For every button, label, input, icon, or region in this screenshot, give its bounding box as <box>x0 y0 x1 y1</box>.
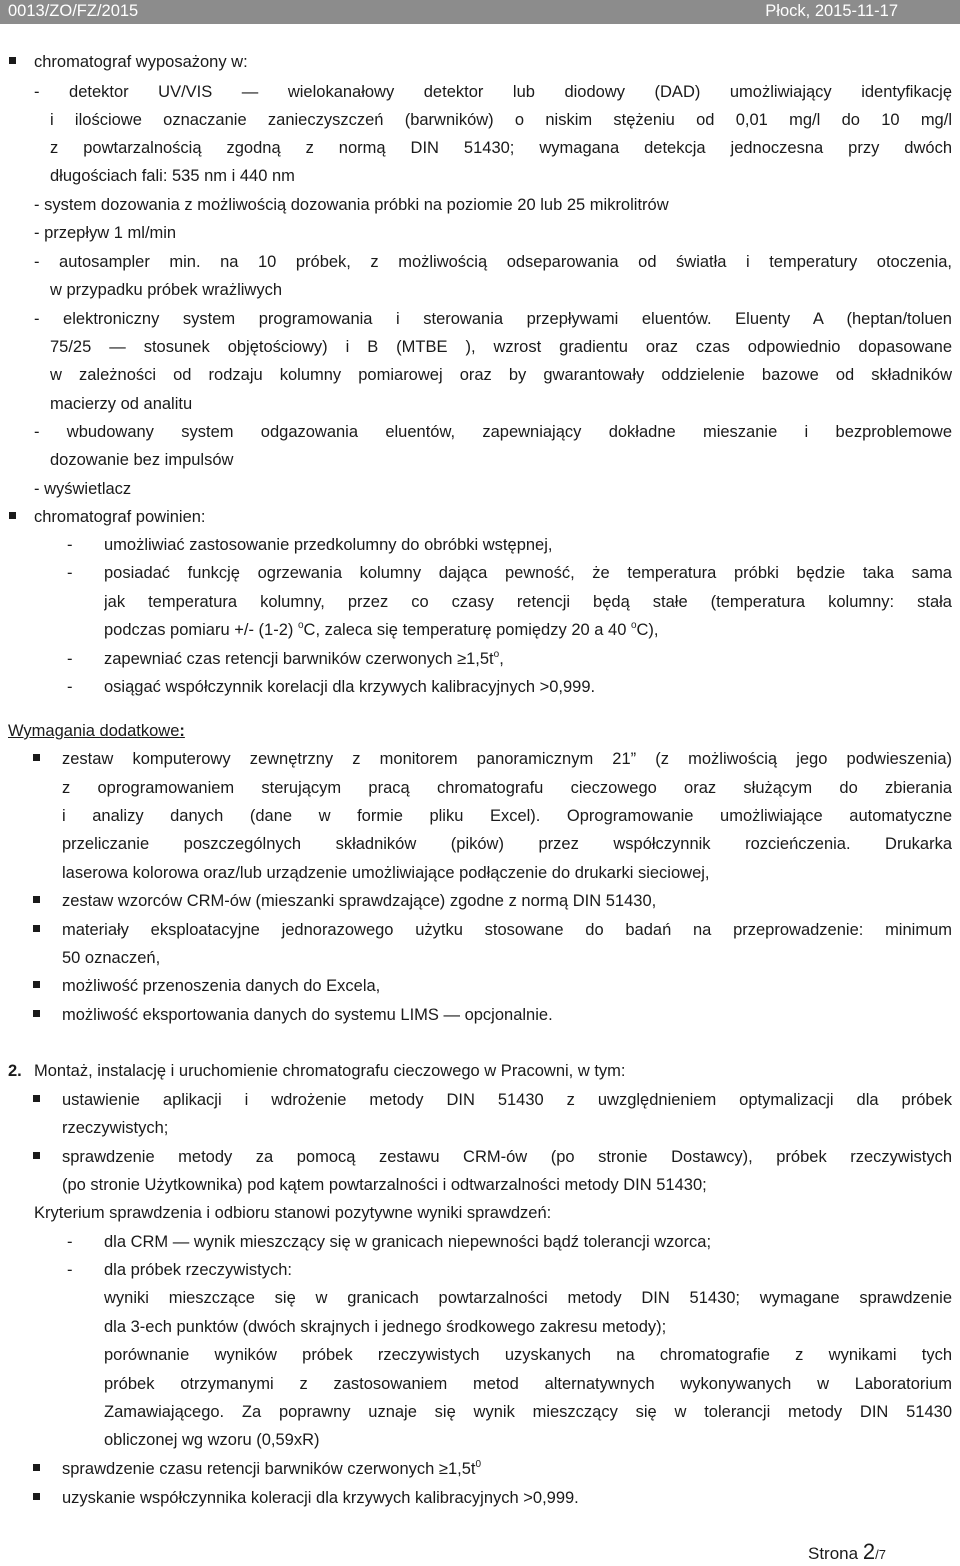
list-item: zestaw wzorców CRM-ów (mieszanki sprawdzające) zgodne z normą DIN 51430, <box>62 892 657 910</box>
superscript: o <box>630 620 637 631</box>
page-label: Strona <box>808 1544 859 1563</box>
text-line: dla 3-ech punktów (dwóch skrajnych i jednego środkowego zakresu metody); <box>104 1318 667 1336</box>
bullet-square-icon <box>9 57 16 64</box>
list-item: - wyświetlacz <box>34 480 132 498</box>
list-item: chromatograf wyposażony w: <box>34 53 248 71</box>
text-line: z powtarzalnością zgodną z normą DIN 51430; wymagana detekcja jednoczesna przy dwóch <box>50 139 952 157</box>
list-item: - przepływ 1 ml/min <box>34 224 177 242</box>
text-line: wyniki mieszczące się w granicach powtarzalności metody DIN 51430; wymagane sprawdzenie <box>104 1289 952 1307</box>
superscript: o <box>297 620 304 631</box>
place-date: Płock, 2015-11-17 <box>765 2 898 20</box>
list-item: - wbudowany system odgazowania eluentów, zapewniający dokładne mieszanie i bezproblemowe <box>34 423 952 441</box>
heading-colon: : <box>179 722 185 740</box>
section-heading <box>8 721 185 741</box>
list-item: posiadać funkcję ogrzewania kolumny dająca pewność, że temperatura próbki będzie taka sama <box>104 564 952 582</box>
superscript: 0 <box>475 1459 482 1470</box>
text-line: Kryterium sprawdzenia i odbioru stanowi pozytywne wyniki sprawdzeń: <box>34 1204 552 1222</box>
text-line: 50 oznaczeń, <box>62 949 161 967</box>
text-span: zapewniać czas retencji barwników czerwonych ≥1,5t <box>104 650 494 668</box>
text-span: C), <box>636 621 659 639</box>
bullet-square-icon <box>33 1010 40 1017</box>
heading-text: Wymagania dodatkowe <box>8 722 180 740</box>
section-number: 2. <box>8 1062 22 1080</box>
text-line: przeliczanie poszczególnych składników (pików) przez współczynnik rozcieńczenia. Drukarka <box>62 835 952 853</box>
text-line: i ilościowe oznaczanie zanieczyszczeń (barwników) o niskim stężeniu od 0,01 mg/l do 10 mg/l <box>50 111 952 129</box>
text-line: obliczonej wg wzoru (0,59xR) <box>104 1431 320 1449</box>
text-line: w zależności od rodzaju kolumny pomiarowej oraz by gwarantowały oddzielenie bazowe od składników <box>50 366 952 384</box>
list-item: możliwość eksportowania danych do systemu LIMS — opcjonalnie. <box>62 1006 553 1024</box>
text-line: rzeczywistych; <box>62 1119 169 1137</box>
text-line: macierzy od analitu <box>50 395 193 413</box>
text-span: , <box>499 650 504 668</box>
text-span: podczas pomiaru +/- (1-2) <box>104 621 298 639</box>
text-line: laserowa kolorowa oraz/lub urządzenie umożliwiające podłączenie do drukarki sieciowej, <box>62 864 710 882</box>
list-item: dla próbek rzeczywistych: <box>104 1261 292 1279</box>
text-line: 75/25 — stosunek objętościowy) i B (MTBE ), wzrost gradientu oraz czas odpowiednio dopasowane <box>50 338 952 356</box>
dash-marker: - <box>67 564 73 582</box>
bullet-square-icon <box>33 981 40 988</box>
page-total: /7 <box>875 1547 886 1562</box>
document-id: 0013/ZO/FZ/2015 <box>8 2 139 20</box>
list-item: - autosampler min. na 10 próbek, z możliwością odseparowania od światła i temperatury otoczenia, <box>34 253 952 271</box>
bullet-square-icon <box>33 754 40 761</box>
list-item: dla CRM — wynik mieszczący się w granicach niepewności bądź tolerancji wzorca; <box>104 1233 712 1251</box>
text-line: dozowanie bez impulsów <box>50 451 234 469</box>
bullet-square-icon <box>33 896 40 903</box>
text-line: w przypadku próbek wrażliwych <box>50 281 283 299</box>
bullet-square-icon <box>33 1095 40 1102</box>
dash-marker: - <box>67 1261 73 1279</box>
bullet-square-icon <box>33 925 40 932</box>
text-line: (po stronie Użytkownika) pod kątem powtarzalności i odtwarzalności metody DIN 51430; <box>62 1176 707 1194</box>
text-line: porównanie wyników próbek rzeczywistych uzyskanych na chromatografie z wynikami tych <box>104 1346 952 1364</box>
superscript: o <box>493 649 500 660</box>
bullet-square-icon <box>33 1493 40 1500</box>
dash-marker: - <box>67 678 73 696</box>
page-header <box>0 0 960 24</box>
text-span: sprawdzenie czasu retencji barwników czerwonych ≥1,5t <box>62 1460 476 1478</box>
list-item: sprawdzenie metody za pomocą zestawu CRM-ów (po stronie Dostawcy), próbek rzeczywistych <box>62 1148 952 1166</box>
dash-marker: - <box>67 536 73 554</box>
text-line <box>104 620 659 640</box>
page-footer <box>808 1541 886 1566</box>
text-line: Zamawiającego. Za poprawny uznaje się wynik mieszczący się w tolerancji metody DIN 51430 <box>104 1403 952 1421</box>
list-item: uzyskanie współczynnika koleracji dla krzywych kalibracyjnych >0,999. <box>62 1489 579 1507</box>
list-item: - detektor UV/VIS — wielokanałowy detektor lub diodowy (DAD) umożliwiający identyfikację <box>34 83 952 101</box>
text-span: C, zaleca się temperaturę pomiędzy 20 a 40 <box>303 621 631 639</box>
text-line: próbek otrzymanymi z zastosowaniem metod alternatywnych wykonywanych w Laboratorium <box>104 1375 952 1393</box>
text-line: i analizy danych (dane w formie pliku Excel). Oprogramowanie umożliwiające automatyczne <box>62 807 952 825</box>
list-item: - elektroniczny system programowania i sterowania przepływami eluentów. Eluenty A (heptan/toluen <box>34 310 952 328</box>
list-item: - system dozowania z możliwością dozowania próbki na poziomie 20 lub 25 mikrolitrów <box>34 196 669 214</box>
bullet-square-icon <box>33 1152 40 1159</box>
list-item: osiągać współczynnik korelacji dla krzywych kalibracyjnych >0,999. <box>104 678 596 696</box>
list-item <box>62 1459 481 1479</box>
dash-marker: - <box>67 650 73 668</box>
list-item: ustawienie aplikacji i wdrożenie metody DIN 51430 z uwzględnieniem optymalizacji dla próbek <box>62 1091 952 1109</box>
list-item: chromatograf powinien: <box>34 508 206 526</box>
list-item: materiały eksploatacyjne jednorazowego użytku stosowane do badań na przeprowadzenie: minimum <box>62 921 952 939</box>
section-heading: Montaż, instalację i uruchomienie chromatografu cieczowego w Pracowni, w tym: <box>34 1062 626 1080</box>
text-line: jak temperatura kolumny, przez co czasy retencji będą stałe (temperatura kolumny: stała <box>104 593 952 611</box>
list-item: możliwość przenoszenia danych do Excela, <box>62 977 381 995</box>
list-item <box>104 649 504 669</box>
list-item: zestaw komputerowy zewnętrzny z monitorem panoramicznym 21” (z możliwością jego podwieszenia) <box>62 750 952 768</box>
bullet-square-icon <box>33 1464 40 1471</box>
list-item: umożliwiać zastosowanie przedkolumny do obróbki wstępnej, <box>104 536 553 554</box>
dash-marker: - <box>67 1233 73 1251</box>
text-line: długościach fali: 535 nm i 440 nm <box>50 167 295 185</box>
page-number: 2 <box>862 1539 876 1564</box>
bullet-square-icon <box>9 512 16 519</box>
text-line: z oprogramowaniem sterującym pracą chromatografu cieczowego oraz służącym do zbierania <box>62 779 952 797</box>
